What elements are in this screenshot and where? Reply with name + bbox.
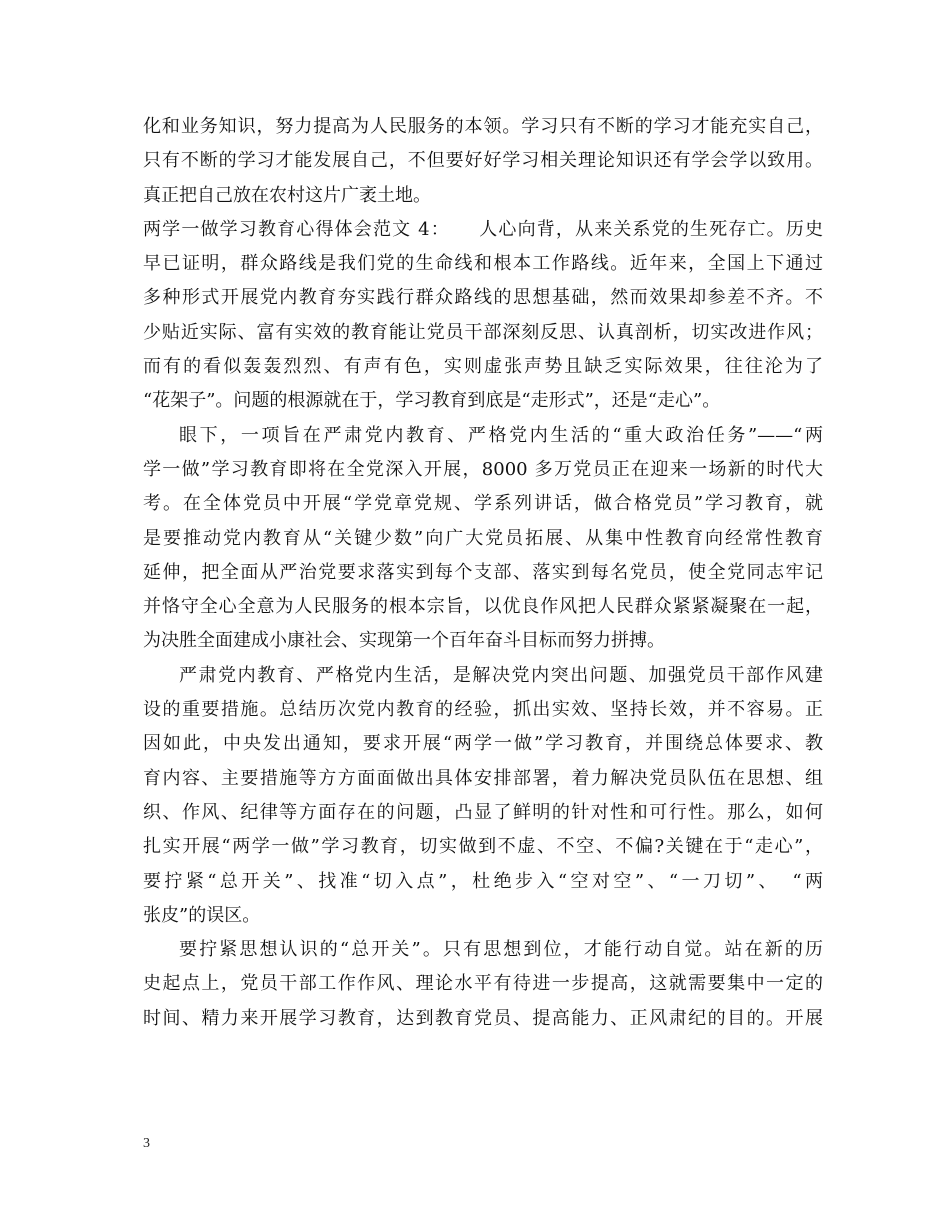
body-text xyxy=(143,110,823,1036)
text-line: 要拧紧思想认识的“总开关”。只有思想到位，才能行动自觉。站在新的历 xyxy=(179,939,823,961)
text-line: “花架子”。问题的根源就在于，学习教育到底是“走形式”，还是“走心”。 xyxy=(143,390,721,412)
text-line: 两学一做学习教育心得体会范文 4： 人心向背，从来关系党的生死存亡。历史 xyxy=(143,218,823,240)
text-line: 史起点上，党员干部工作作风、理论水平有待进一步提高，这就需要集中一定的 xyxy=(143,973,823,995)
text-line: 并恪守全心全意为人民服务的根本宗旨，以优良作风把人民群众紧紧凝聚在一起， xyxy=(143,596,823,618)
text-line: 学一做”学习教育即将在全党深入开展，8000 多万党员正在迎来一场新的时代大 xyxy=(143,458,823,480)
text-line: 育内容、主要措施等方方面面做出具体安排部署，着力解决党员队伍在思想、组 xyxy=(143,767,823,789)
text-line: 眼下，一项旨在严肃党内教育、严格党内生活的“重大政治任务”——“两 xyxy=(179,424,823,446)
text-line: 是要推动党内教育从“关键少数”向广大党员拓展、从集中性教育向经常性教育 xyxy=(143,527,823,549)
text-line: 早已证明，群众路线是我们党的生命线和根本工作路线。近年来，全国上下通过 xyxy=(143,253,823,275)
text-line: 只有不断的学习才能发展自己，不但要好好学习相关理论知识还有学会学以致用。 xyxy=(143,150,823,172)
text-line: 真正把自己放在农村这片广袤土地。 xyxy=(143,184,431,206)
text-line: 多种形式开展党内教育夯实践行群众路线的思想基础，然而效果却参差不齐。不 xyxy=(143,287,823,309)
text-line: 织、作风、纪律等方面存在的问题，凸显了鲜明的针对性和可行性。那么，如何 xyxy=(143,801,823,823)
text-line: 因如此，中央发出通知，要求开展“两学一做”学习教育，并围绕总体要求、教 xyxy=(143,733,823,755)
text-line: 张皮”的误区。 xyxy=(143,904,261,926)
text-line: 为决胜全面建成小康社会、实现第一个百年奋斗目标而努力拼搏。 xyxy=(143,630,665,652)
text-line: 要拧紧“总开关”、找准“切入点”，杜绝步入“空对空”、“一刀切”、 “两 xyxy=(143,870,823,892)
text-line: 严肃党内教育、严格党内生活，是解决党内突出问题、加强党员干部作风建 xyxy=(179,664,823,686)
page-number: 3 xyxy=(143,1136,150,1151)
text-line: 少贴近实际、富有实效的教育能让党员干部深刻反思、认真剖析，切实改进作风； xyxy=(143,321,823,343)
text-line: 考。在全体党员中开展“学党章党规、学系列讲话，做合格党员”学习教育，就 xyxy=(143,493,823,515)
text-line: 延伸，把全面从严治党要求落实到每个支部、落实到每名党员，使全党同志牢记 xyxy=(143,561,823,583)
text-line: 化和业务知识，努力提高为人民服务的本领。学习只有不断的学习才能充实自己， xyxy=(143,116,823,137)
text-line: 时间、精力来开展学习教育，达到教育党员、提高能力、正风肃纪的目的。开展 xyxy=(143,1007,823,1029)
text-line: 扎实开展“两学一做”学习教育，切实做到不虚、不空、不偏?关键在于“走心”， xyxy=(143,836,823,858)
text-line: 设的重要措施。总结历次党内教育的经验，抓出实效、坚持长效，并不容易。正 xyxy=(143,699,823,721)
text-line: 而有的看似轰轰烈烈、有声有色，实则虚张声势且缺乏实际效果，往往沦为了 xyxy=(143,356,823,378)
